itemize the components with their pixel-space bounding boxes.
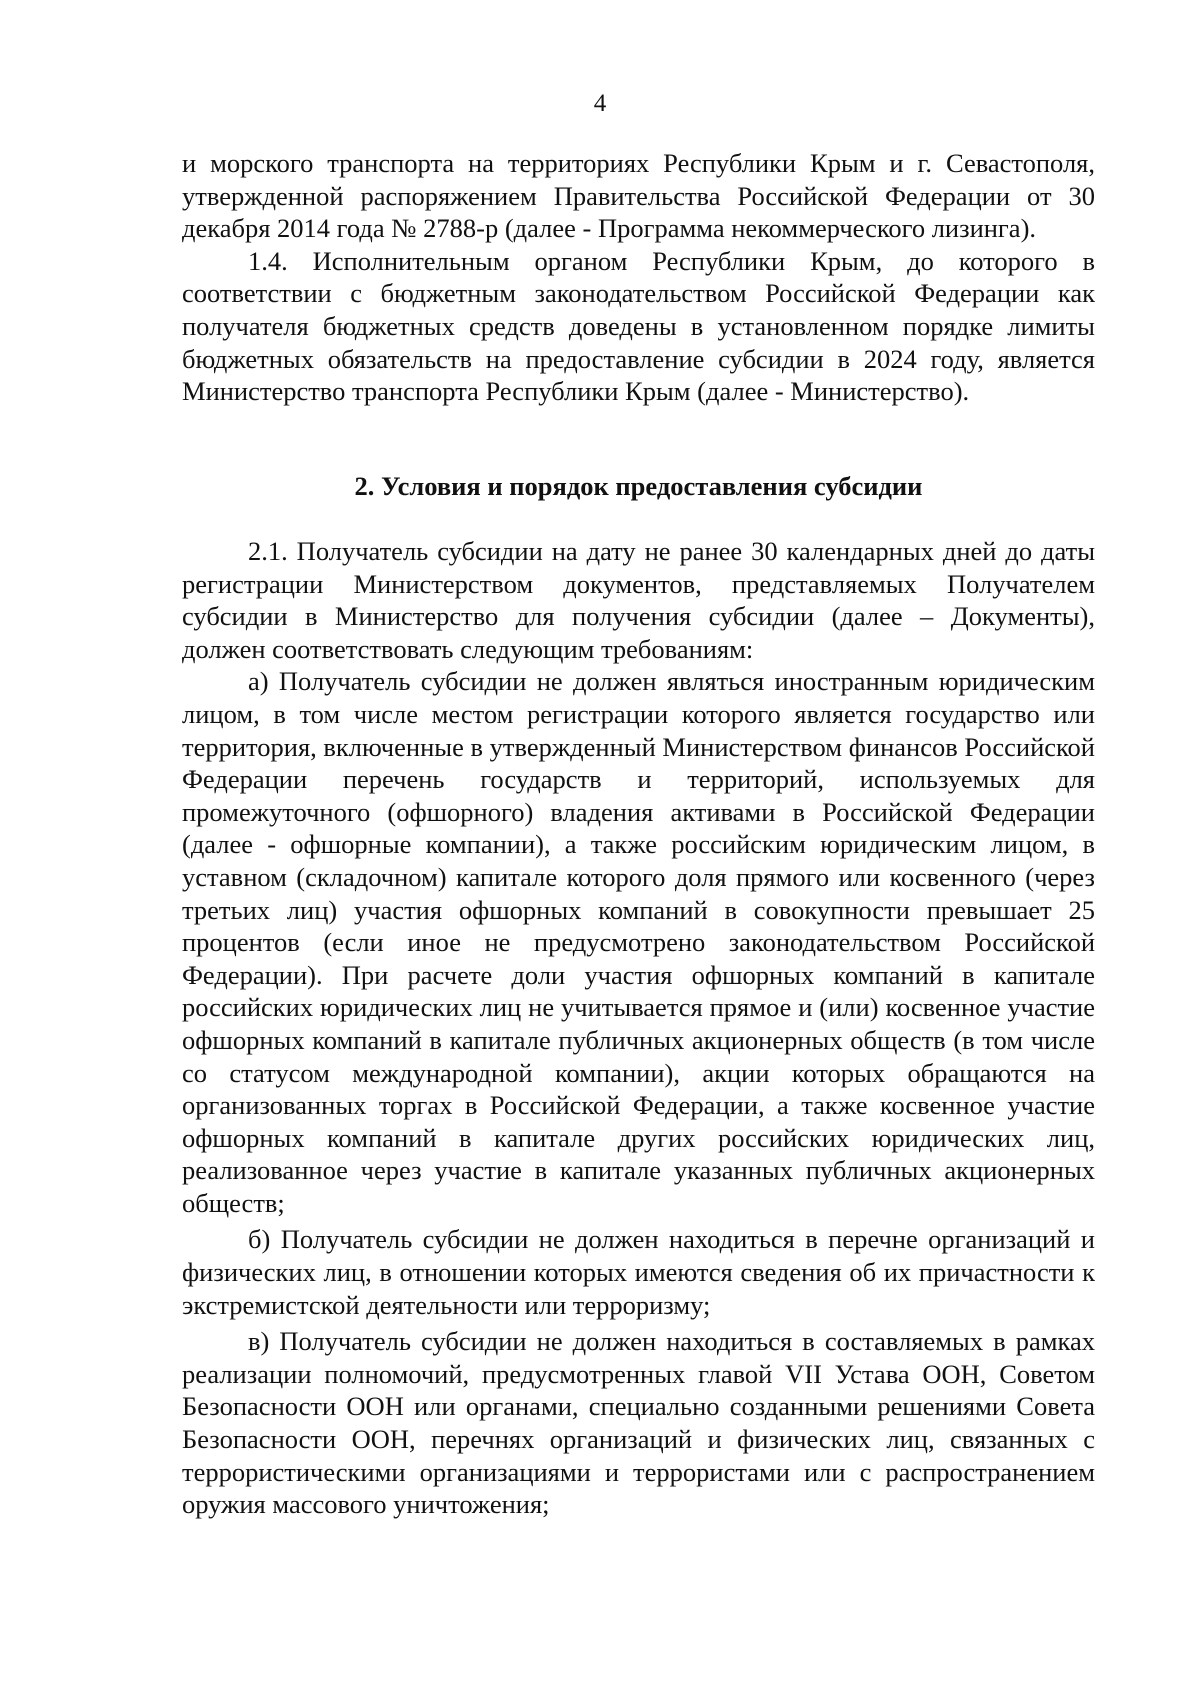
page-number: 4 (593, 90, 607, 117)
list-item-a: а) Получатель субсидии не должен являться иностранным юридическим лицом, в том числе местом регистрации которого является государство или территория, включенные в утвержденный Министерством финансов Российской Федерации перечень государств и территорий, используемых для промежуточного (офшорного) владения активами в Российской Федерации (далее - офшорные компании), а также российским юридическим лицом, в уставном (складочном) капитале которого доля прямого или косвенного (через третьих лиц) участия офшорных компаний в совокупности превышает 25 процентов (если иное не предусмотрено законодательством Российской Федерации). При расчете доли участия офшорных компаний в капитале российских юридических лиц не учитывается прямое и (или) косвенное участие офшорных компаний в капитале публичных акционерных обществ (в том числе со статусом международной компании), акции которых обращаются на организованных торгах в Российской Федерации, а также косвенное участие офшорных компаний в капитале других российских юридических лиц, реализованное через участие в капитале указанных публичных акционерных обществ; (182, 666, 1095, 1218)
section-2-body (182, 535, 1095, 1521)
paragraph-1-4: 1.4. Исполнительным органом Республики Крым, до которого в соответствии с бюджетным законодательством Российской Федерации как получателя бюджетных средств доведены в установленном порядке лимиты бюджетных обязательств на предоставление субсидии в 2024 году, является Министерство транспорта Республики Крым (далее - Министерство). (182, 245, 1095, 407)
intro-block (182, 147, 1095, 408)
paragraph-continuation: и морского транспорта на территориях Республики Крым и г. Севастополя, утвержденной распоряжением Правительства Российской Федерации от 30 декабря 2014 года № 2788-р (далее - Программа некоммерческого лизинга). (182, 148, 1095, 244)
list-item-v: в) Получатель субсидии не должен находиться в составляемых в рамках реализации полномочий, предусмотренных главой VII Устава ООН, Советом Безопасности ООН или органами, специально созданными решениями Совета Безопасности ООН, перечнях организаций и физических лиц, связанных с террористическими организациями и террористами или с распространением оружия массового уничтожения; (182, 1326, 1095, 1520)
list-item-b: б) Получатель субсидии не должен находиться в перечне организаций и физических лиц, в отношении которых имеются сведения об их причастности к экстремистской деятельности или терроризму; (182, 1224, 1095, 1320)
section-heading: 2. Условия и порядок предоставления субсидии (354, 471, 923, 501)
paragraph-2-1: 2.1. Получатель субсидии на дату не ранее 30 календарных дней до даты регистрации Министерством документов, представляемых Получателем субсидии в Министерство для получения субсидии (далее – Документы), должен соответствовать следующим требованиям: (182, 536, 1095, 664)
